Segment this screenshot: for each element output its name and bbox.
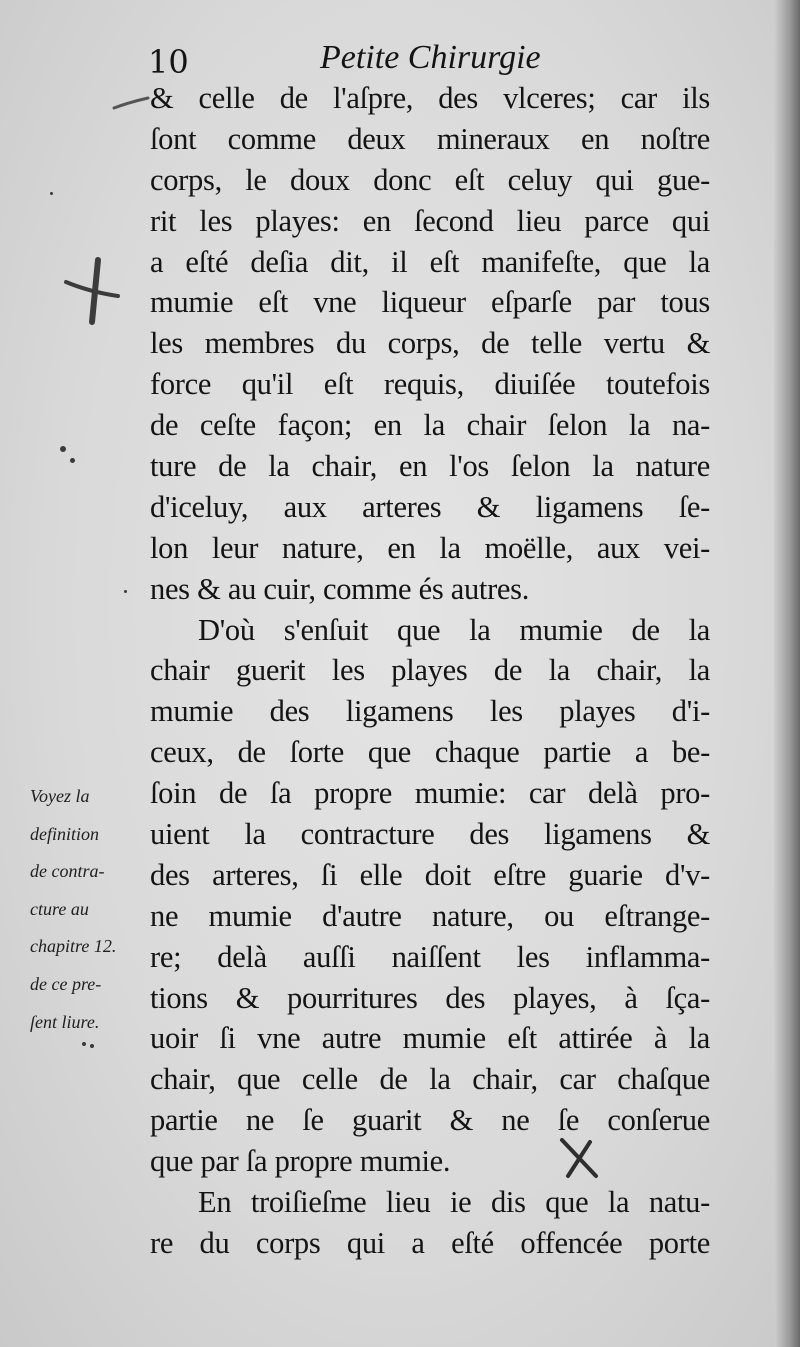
text-line: rit les playes: en ſecond lieu parce qui [150, 203, 710, 238]
running-title: Petite Chirurgie [320, 39, 541, 76]
margin-note-line: definition [30, 823, 99, 844]
margin-note-line: chapitre 12. [30, 936, 117, 957]
text-line: tions & pourritures des playes, à ſça- [150, 980, 710, 1015]
text-line: re du corps qui a eſté offencée porte [150, 1225, 710, 1260]
page-number: 10 [148, 43, 189, 81]
text-line: ſont comme deux mineraux en noſtre [150, 121, 710, 156]
text-line: uoir ſi vne autre mumie eſt attirée à la [150, 1021, 710, 1056]
text-line: lon leur nature, en la moëlle, aux vei- [150, 530, 710, 565]
text-line: ſoin de ſa propre mumie: car delà pro- [150, 776, 710, 811]
text-line: re; delà auſſi naiſſent les inflamma- [150, 939, 710, 974]
text-line: ture de la chair, en l'os ſelon la nature [150, 449, 710, 484]
text-line: les membres du corps, de telle vertu & [150, 326, 710, 361]
text-line: d'iceluy, aux arteres & ligamens ſe- [150, 489, 710, 524]
text-line: chair, que celle de la chair, car chaſque [150, 1062, 710, 1097]
text-line: corps, le doux donc eſt celuy qui gue- [150, 162, 710, 197]
ink-speck [70, 458, 75, 463]
margin-note-line: de contra- [30, 861, 105, 882]
text-line: a eſté deſia dit, il eſt manifeſte, que la [150, 244, 710, 279]
text-line: chair guerit les playes de la chair, la [150, 653, 710, 688]
text-line: mumie des ligamens les playes d'i- [150, 694, 710, 729]
text-line: uient la contracture des ligamens & [150, 817, 710, 852]
margin-note [30, 778, 150, 1041]
text-line: force qu'il eſt requis, diuiſée toutefois [150, 367, 710, 402]
paragraph-start-line: En troiſieſme lieu ie dis que la natu- [198, 1185, 710, 1220]
body-text [150, 78, 710, 1264]
margin-note-line: cture au [30, 898, 89, 919]
text-line: & celle de l'aſpre, des vlceres; car ils [150, 81, 710, 115]
page-spine-shadow [774, 0, 800, 1347]
margin-note-line: ſent liure. [30, 1011, 100, 1032]
text-line: que par ſa propre mumie. [150, 1144, 451, 1179]
text-line: ne mumie d'autre nature, ou eſtrange- [150, 898, 710, 933]
ink-speck [82, 1042, 86, 1046]
pencil-x-mark-icon [556, 1136, 602, 1180]
ink-speck [124, 590, 127, 593]
text-line: des arteres, ſi elle doit eſtre guarie d'v- [150, 857, 710, 892]
text-line: partie ne ſe guarit & ne ſe conſerue [150, 1103, 710, 1138]
text-line: mumie eſt vne liqueur eſparſe par tous [150, 285, 710, 320]
ink-speck [50, 192, 53, 195]
margin-note-line: Voyez la [30, 786, 90, 806]
pencil-cross-mark-icon [62, 256, 122, 326]
text-line: de ceſte façon; en la chair ſelon la na- [150, 408, 710, 443]
text-line: nes & au cuir, comme és autres. [150, 571, 530, 606]
paragraph-start-line: D'où s'enſuit que la mumie de la [198, 612, 710, 647]
pencil-stroke-icon [112, 96, 150, 110]
margin-note-line: de ce pre- [30, 973, 102, 994]
ink-speck [60, 446, 66, 452]
ink-speck [90, 1044, 94, 1048]
text-line: ceux, de ſorte que chaque partie a be- [150, 735, 710, 770]
